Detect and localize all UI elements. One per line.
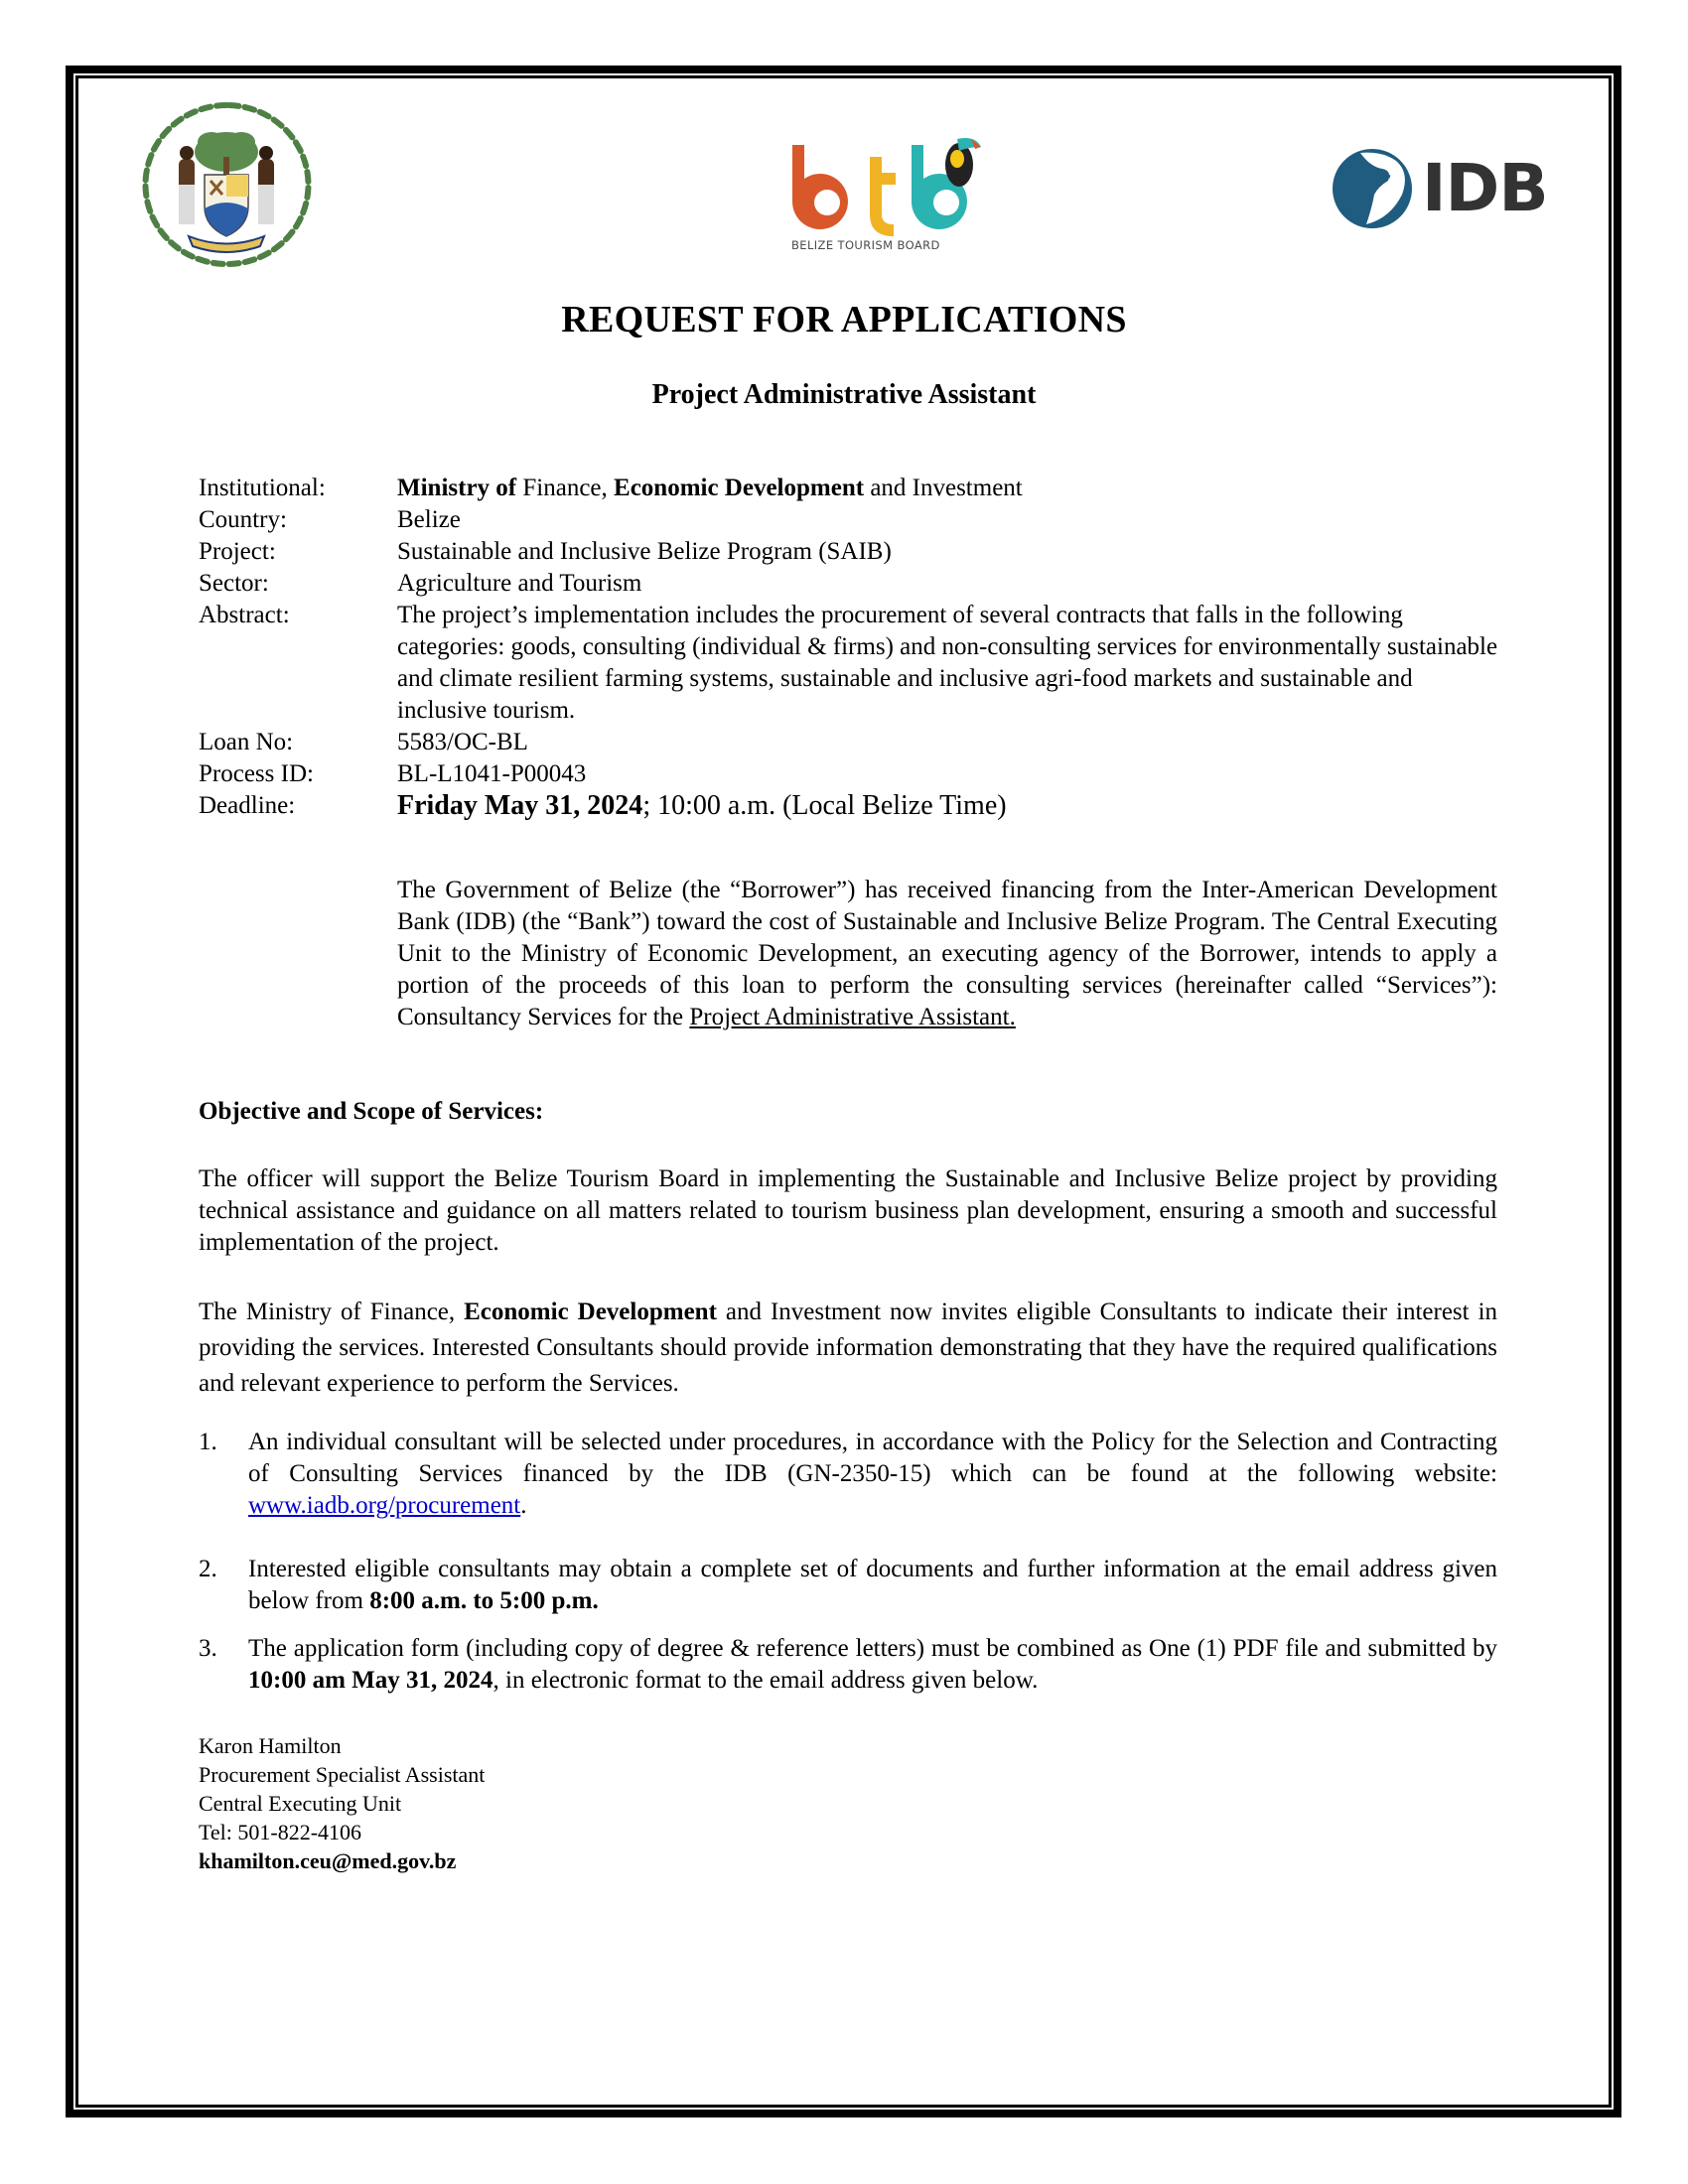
info-value: BL-L1041-P00043 bbox=[397, 760, 587, 787]
list-item bbox=[199, 1633, 1497, 1697]
contact-unit: Central Executing Unit bbox=[199, 1791, 402, 1816]
info-label: Deadline: bbox=[199, 792, 296, 819]
procurement-website-link[interactable]: www.iadb.org/procurement bbox=[248, 1492, 521, 1519]
info-label: Abstract: bbox=[199, 602, 290, 628]
contact-title: Procurement Specialist Assistant bbox=[199, 1762, 486, 1787]
info-row-abstract bbox=[199, 600, 1499, 727]
contact-block bbox=[199, 1731, 485, 1875]
project-info-table bbox=[199, 473, 1499, 822]
list-number: 2. bbox=[199, 1556, 217, 1582]
list-text: An individual consultant will be selected under procedures, in accordance with the Policy for the Selection and Contracting of Consulting Services financed by the IDB (GN-2350-15) which can be found at the following website: www.iadb.org/procurement. bbox=[248, 1429, 1497, 1519]
list-number: 1. bbox=[199, 1429, 217, 1455]
intro-paragraph: The Government of Belize (the “Borrower”) has received financing from the Inter-American Development Bank (IDB) (the “Bank”) toward the cost of Sustainable and Inclusive Belize Program. The Central Executing Unit to the Ministry of Economic Development, an executing agency of the Borrower, intends to apply a portion of the proceeds of this loan to perform the consulting services (hereinafter called “Services”): Consultancy Services for the Project Administrative Assistant. bbox=[397, 877, 1497, 1030]
info-value: The project’s implementation includes the procurement of several contracts that falls in the following categories: goods, consulting (individual & firms) and non-consulting services for environmentally sustainable and climate resilient farming systems, sustainable and inclusive agri-food markets and sustainable and inclusive tourism. bbox=[397, 602, 1498, 724]
btb-caption: BELIZE TOURISM BOARD bbox=[791, 238, 940, 252]
idb-wordmark: IDB bbox=[1422, 150, 1548, 226]
list-text: The application form (including copy of degree & reference letters) must be combined as One (1) PDF file and submitted by 10:00 am May 31, 2024, in electronic format to the email address given below. bbox=[248, 1635, 1497, 1694]
info-row-country bbox=[199, 504, 1499, 536]
invitation-paragraph: The Ministry of Finance, Economic Development and Investment now invites eligible Consultants to indicate their interest in providing the services. Interested Consultants should provide information demonstrating that they have the required qualifications and relevant experience to perform the Services. bbox=[199, 1298, 1498, 1397]
underlined-service-name: Project Administrative Assistant. bbox=[689, 1004, 1016, 1030]
belize-coat-of-arms-logo bbox=[127, 97, 326, 271]
info-value: Belize bbox=[397, 506, 461, 533]
contact-email[interactable]: khamilton.ceu@med.gov.bz bbox=[199, 1848, 457, 1873]
contact-name: Karon Hamilton bbox=[199, 1733, 342, 1758]
objective-heading: Objective and Scope of Services: bbox=[199, 1098, 544, 1125]
info-label: Institutional: bbox=[199, 475, 326, 501]
info-row-loan-no bbox=[199, 727, 1499, 758]
idb-globe-icon bbox=[1331, 147, 1414, 230]
objective-paragraph: The officer will support the Belize Tourism Board in implementing the Sustainable and Inclusive Belize project by providing technical assistance and guidance on all matters related to tourism business plan development, ensuring a smooth and successful implementation of the project. bbox=[199, 1165, 1497, 1256]
belize-tourism-board-logo bbox=[774, 127, 983, 256]
info-label: Project: bbox=[199, 538, 276, 565]
info-label: Country: bbox=[199, 506, 287, 533]
info-row-deadline bbox=[199, 790, 1499, 822]
info-row-project bbox=[199, 536, 1499, 568]
position-title: Project Administrative Assistant bbox=[651, 379, 1037, 410]
list-number: 3. bbox=[199, 1635, 217, 1662]
info-value: 5583/OC-BL bbox=[397, 729, 528, 755]
list-text: Interested eligible consultants may obtain a complete set of documents and further information at the email address given below from 8:00 a.m. to 5:00 p.m. bbox=[248, 1556, 1497, 1614]
info-label: Sector: bbox=[199, 570, 269, 597]
info-label: Loan No: bbox=[199, 729, 294, 755]
info-value: Sustainable and Inclusive Belize Program (SAIB) bbox=[397, 538, 892, 565]
info-label: Process ID: bbox=[199, 760, 314, 787]
document-title: REQUEST FOR APPLICATIONS bbox=[561, 299, 1127, 341]
info-row-institutional bbox=[199, 473, 1499, 504]
info-value: Friday May 31, 2024; 10:00 a.m. (Local Belize Time) bbox=[397, 790, 1007, 821]
btb-wordmark-icon bbox=[782, 127, 981, 236]
info-value: Ministry of Finance, Economic Development and Investment bbox=[397, 475, 1023, 501]
contact-phone: Tel: 501-822-4106 bbox=[199, 1820, 362, 1844]
info-value: Agriculture and Tourism bbox=[397, 570, 642, 597]
info-row-process-id bbox=[199, 758, 1499, 790]
info-row-sector bbox=[199, 568, 1499, 600]
idb-logo bbox=[1331, 147, 1559, 236]
list-item bbox=[199, 1427, 1497, 1522]
list-item bbox=[199, 1554, 1497, 1617]
